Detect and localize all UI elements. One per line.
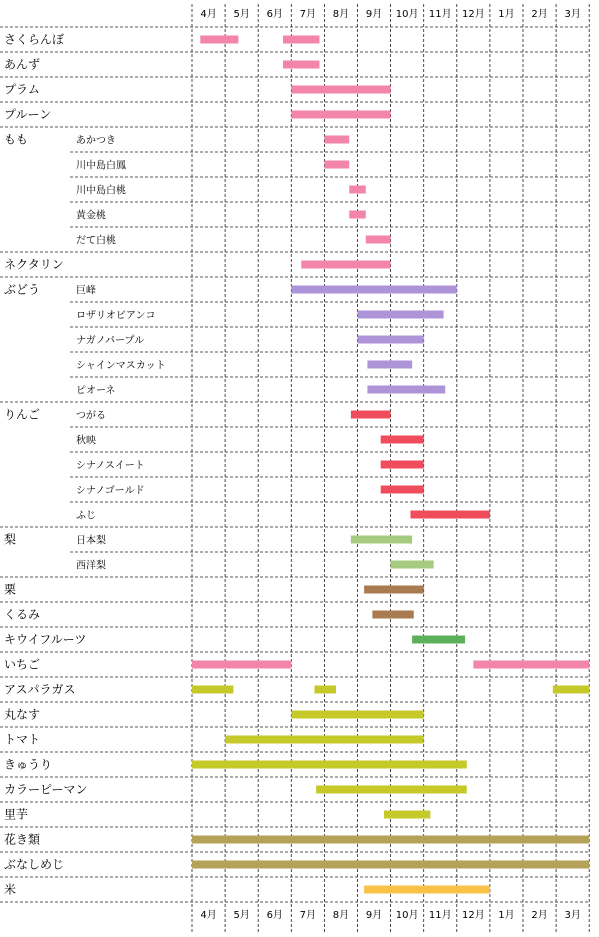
harvest-bar: [381, 461, 424, 469]
variety-label: ロザリオビアンコ: [76, 310, 156, 322]
variety-label: 巨峰: [76, 285, 96, 297]
variety-label: ふじ: [76, 510, 96, 522]
harvest-bar: [200, 36, 238, 44]
month-label-top: 10月: [395, 9, 419, 20]
category-label: アスパラガス: [4, 682, 76, 697]
variety-label: ピオーネ: [76, 385, 116, 397]
harvest-bar: [291, 286, 457, 294]
category-label: さくらんぼ: [4, 32, 65, 47]
harvest-bar: [553, 686, 589, 694]
category-label: 栗: [4, 582, 17, 597]
harvest-bar: [192, 761, 467, 769]
harvest-bar: [364, 886, 490, 894]
month-label-top: 8月: [332, 9, 350, 20]
harvest-bar: [372, 611, 413, 619]
month-label-bottom: 2月: [531, 910, 548, 921]
variety-label: 川中島白桃: [76, 185, 126, 197]
harvest-bar: [364, 586, 424, 594]
harvest-bar: [410, 511, 489, 519]
harvest-bar: [367, 386, 445, 394]
variety-label: だて白桃: [76, 235, 116, 247]
harvest-bar: [192, 861, 589, 869]
variety-label: 西洋梨: [76, 560, 106, 572]
category-label: プラム: [4, 82, 40, 97]
category-label: 梨: [4, 532, 17, 547]
category-label: キウイフルーツ: [4, 632, 87, 647]
variety-label: 秋映: [76, 435, 96, 447]
category-label: プルーン: [4, 107, 52, 122]
harvest-bar: [351, 536, 412, 544]
harvest-bar: [367, 361, 412, 369]
month-label-top: 4月: [200, 9, 217, 20]
month-label-bottom: 6月: [266, 910, 283, 921]
variety-label: 黄金桃: [76, 210, 106, 222]
harvest-bar: [473, 661, 589, 669]
variety-label: シナノスイート: [76, 460, 145, 472]
month-label-bottom: 1月: [498, 910, 515, 921]
category-label: いちご: [4, 657, 41, 672]
variety-label: つがる: [76, 410, 106, 422]
month-label-top: 5月: [233, 9, 250, 20]
category-label: トマト: [4, 732, 41, 747]
harvest-bar: [384, 811, 430, 819]
month-label-bottom: 8月: [332, 910, 350, 921]
category-label: 里芋: [4, 807, 29, 822]
category-label: 花き類: [4, 832, 41, 847]
harvest-bar: [301, 261, 390, 269]
variety-label: シナノゴールド: [76, 485, 145, 497]
month-label-top: 6月: [266, 9, 283, 20]
harvest-bar: [366, 236, 391, 244]
category-label: ネクタリン: [4, 257, 64, 272]
month-label-top: 3月: [564, 9, 581, 20]
harvest-bar: [314, 686, 336, 694]
harvest-bar: [381, 436, 424, 444]
harvest-bar: [349, 211, 366, 219]
harvest-bar: [324, 136, 349, 144]
category-label: りんご: [4, 407, 41, 422]
harvest-bar: [358, 311, 444, 319]
category-label: 米: [4, 882, 17, 897]
category-label: くるみ: [4, 607, 41, 622]
variety-label: あかつき: [76, 135, 116, 147]
harvest-bar: [358, 336, 424, 344]
harvest-bar: [349, 186, 366, 194]
harvest-bar: [291, 711, 423, 719]
variety-label: ナガノパープル: [76, 335, 145, 347]
category-label: ぶどう: [4, 282, 41, 297]
month-label-bottom: 9月: [365, 910, 383, 921]
harvest-bar: [412, 636, 465, 644]
month-label-bottom: 4月: [200, 910, 217, 921]
harvest-bar: [391, 561, 434, 569]
category-label: あんず: [4, 57, 41, 72]
harvest-bar: [192, 661, 291, 669]
month-label-bottom: 7月: [299, 910, 317, 921]
harvest-bar: [283, 36, 319, 44]
harvest-bar: [351, 411, 391, 419]
month-label-bottom: 12月: [461, 910, 485, 921]
variety-label: 川中島白鳳: [76, 160, 126, 172]
month-label-bottom: 3月: [564, 910, 581, 921]
month-label-bottom: 5月: [233, 910, 250, 921]
harvest-bar: [381, 486, 424, 494]
harvest-bar: [291, 111, 390, 119]
harvest-bar: [225, 736, 424, 744]
harvest-bar: [192, 836, 589, 844]
month-label-bottom: 10月: [395, 910, 419, 921]
category-label: カラーピーマン: [4, 782, 88, 797]
harvest-bar: [283, 61, 319, 69]
harvest-bar: [192, 686, 233, 694]
month-label-top: 9月: [365, 9, 383, 20]
row-labels: [4, 33, 166, 897]
harvest-bar: [316, 786, 467, 794]
category-label: 丸なす: [4, 707, 41, 722]
category-label: ぶなしめじ: [4, 857, 65, 872]
category-label: もも: [4, 132, 29, 147]
category-label: きゅうり: [4, 757, 53, 772]
variety-label: シャインマスカット: [76, 360, 166, 372]
month-label-bottom: 11月: [428, 910, 452, 921]
month-label-top: 2月: [531, 9, 548, 20]
month-label-top: 1月: [498, 9, 515, 20]
harvest-bar: [324, 161, 349, 169]
harvest-bar: [291, 86, 390, 94]
month-label-top: 12月: [461, 9, 485, 20]
month-label-top: 11月: [428, 9, 452, 20]
month-label-top: 7月: [299, 9, 317, 20]
variety-label: 日本梨: [76, 535, 106, 547]
